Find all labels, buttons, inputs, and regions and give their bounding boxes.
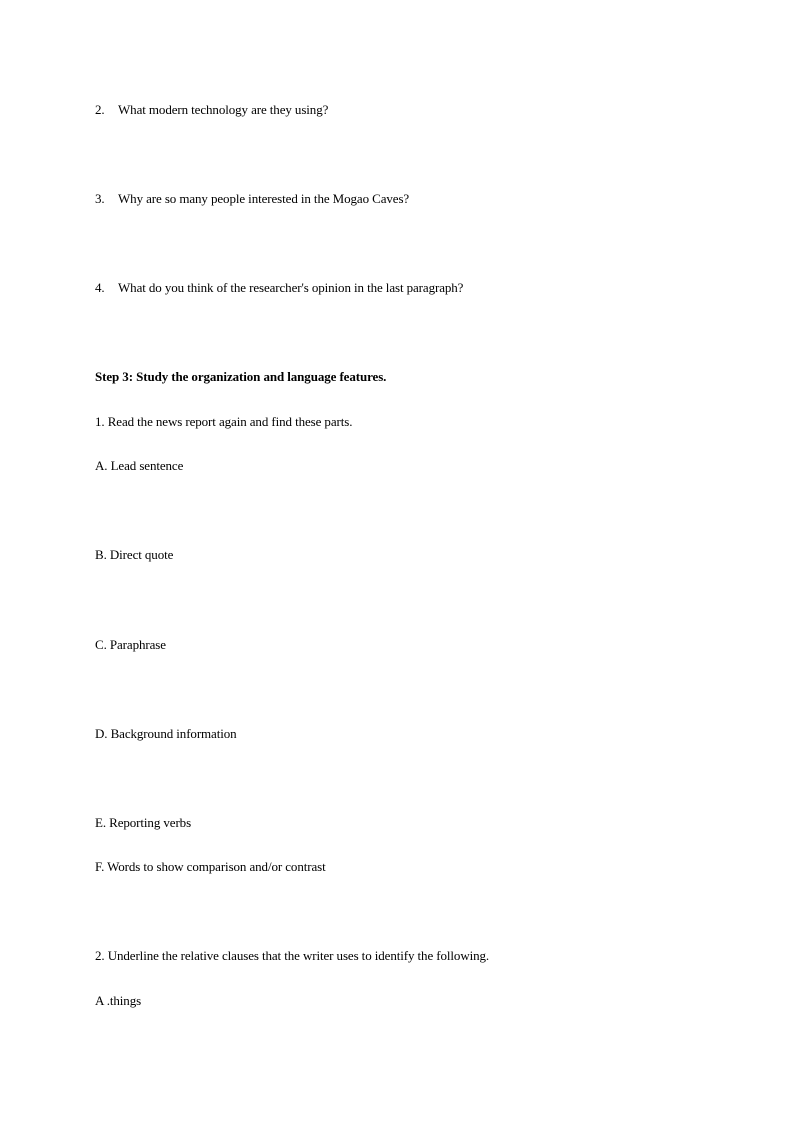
task1-item-d: D. Background information — [95, 726, 237, 741]
task2-instruction: 2. Underline the relative clauses that the writer uses to identify the following. — [95, 948, 490, 963]
question-3 — [95, 191, 409, 207]
question-2 — [95, 102, 328, 118]
question-number: 3. — [95, 191, 105, 206]
task1-item-b: B. Direct quote — [95, 547, 174, 562]
task1-item-f: F. Words to show comparison and/or contrast — [95, 859, 326, 874]
task1-instruction: 1. Read the news report again and find these parts. — [95, 414, 353, 429]
task1-item-e: E. Reporting verbs — [95, 815, 192, 830]
step3-heading: Step 3: Study the organization and language features. — [95, 369, 387, 384]
question-text: What do you think of the researcher's opinion in the last paragraph? — [118, 280, 464, 295]
question-text: What modern technology are they using? — [118, 102, 329, 117]
question-4 — [95, 280, 463, 296]
question-number: 2. — [95, 102, 105, 117]
question-text: Why are so many people interested in the Mogao Caves? — [118, 191, 410, 206]
task1-item-c: C. Paraphrase — [95, 637, 166, 652]
task2-item-a: A .things — [95, 993, 142, 1008]
question-number: 4. — [95, 280, 105, 295]
task1-item-a: A. Lead sentence — [95, 458, 184, 473]
